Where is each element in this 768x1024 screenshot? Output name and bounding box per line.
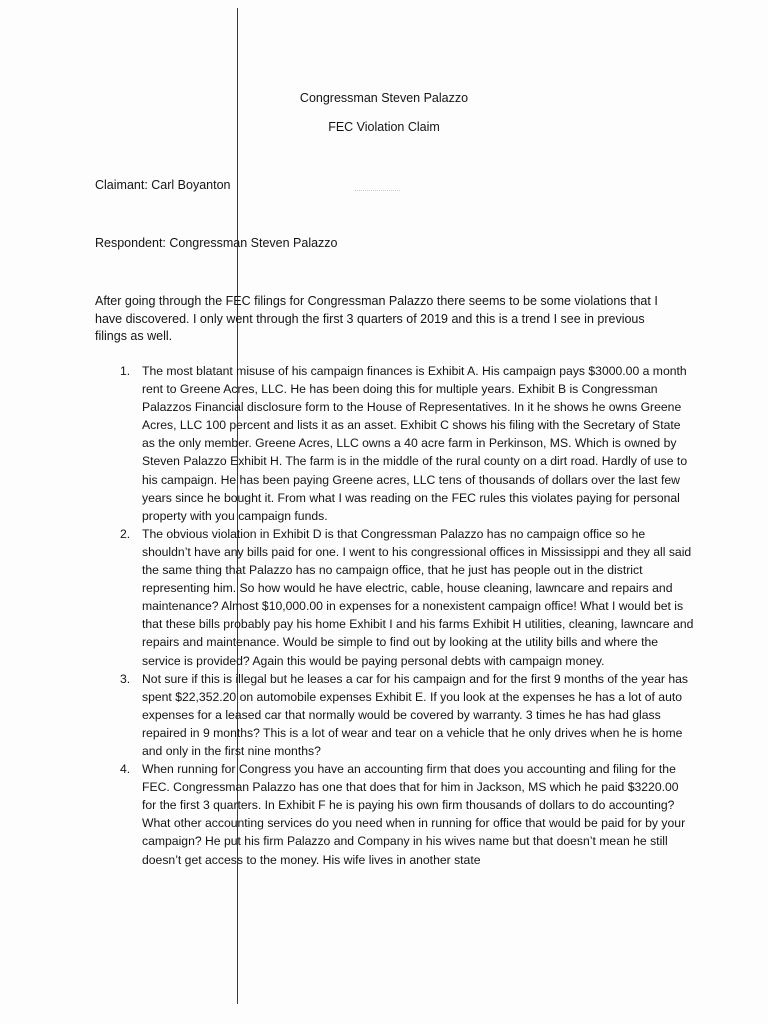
list-item	[95, 670, 695, 760]
list-item	[95, 362, 695, 525]
list-item-text: Not sure if this is illegal but he leases a car for his campaign and for the first 9 months of the year has spent $22,352.20 on automobile expenses Exhibit E. If you look at the expenses he has a lot of auto expenses for a leased car that normally would be covered by warranty. 3 times he has had glass repaired in 9 months? This is a lot of wear and tear on a vehicle that he only drives when he is home and only in the first nine months?	[142, 671, 689, 758]
list-item-text: When running for Congress you have an accounting firm that does you accounting and filing for the FEC. Congressman Palazzo has one that does that for him in Jackson, MS which he paid $3220.00 for the first 3 quarters. In Exhibit F he is paying his own firm thousands of dollars to do accounting? What other accounting services do you need when in running for office that would be paid for by your campaign? He put his firm Palazzo and Company in his wives name but that doesn’t mean he still doesn’t get access to the money. His wife lives in another state	[142, 762, 686, 867]
respondent-line: Respondent: Congressman Steven Palazzo	[95, 236, 338, 250]
list-item-text: The obvious violation in Exhibit D is that Congressman Palazzo has no campaign office so he shouldn’t have any bills paid for one. I went to his congressional offices in Mississippi and they all said the same thing that Palazzo has no campaign office, that he just has people out in the district representing him. So how would he have electric, cable, house cleaning, lawncare and repairs and maintenance? Almost $10,000.00 in expenses for a nonexistent campaign office! What I would bet is that these bills probably pay his home Exhibit I and his farms Exhibit H utilities, cleaning, lawncare and repairs and maintenance. Would be simple to find out by looking at the utility bills and where the service is provided? Again this would be paying personal debts with campaign money.	[142, 526, 694, 668]
list-item-number: 4.	[120, 762, 131, 777]
list-item-number: 3.	[120, 671, 131, 686]
document-subtitle: FEC Violation Claim	[328, 120, 440, 134]
list-item	[95, 760, 695, 869]
list-item-number: 2.	[120, 526, 131, 541]
intro-text: After going through the FEC filings for Congressman Palazzo there seems to be some violations that I have discovered. I only went through the first 3 quarters of 2019 and this is a trend I see in previous filings as well.	[95, 294, 658, 343]
intro-paragraph	[95, 293, 665, 346]
list-item-text: The most blatant misuse of his campaign finances is Exhibit A. His campaign pays $3000.00 a month rent to Greene Acres, LLC. He has been doing this for multiple years. Exhibit B is Congressman Palazzos Financial disclosure form to the House of Representatives. In it he shows he owns Greene Acres, LLC 100 percent and lists it as an asset. Exhibit C shows his filing with the Secretary of State as the only member. Greene Acres, LLC owns a 40 acre farm in Perkinson, MS. Which is owned by Steven Palazzo Exhibit H. The farm is in the middle of the rural county on a dirt road. Hardly of use to his campaign. He has been paying Greene acres, LLC tens of thousands of dollars over the last few years since he bought it. From what I was reading on the FEC rules this violates paying for personal property with you campaign funds.	[142, 364, 688, 523]
scan-speckle	[355, 190, 400, 193]
document-title: Congressman Steven Palazzo	[299, 91, 469, 105]
violation-list	[95, 362, 695, 869]
list-item	[95, 525, 695, 670]
list-item-number: 1.	[120, 364, 131, 378]
claimant-line: Claimant: Carl Boyanton	[95, 178, 231, 192]
